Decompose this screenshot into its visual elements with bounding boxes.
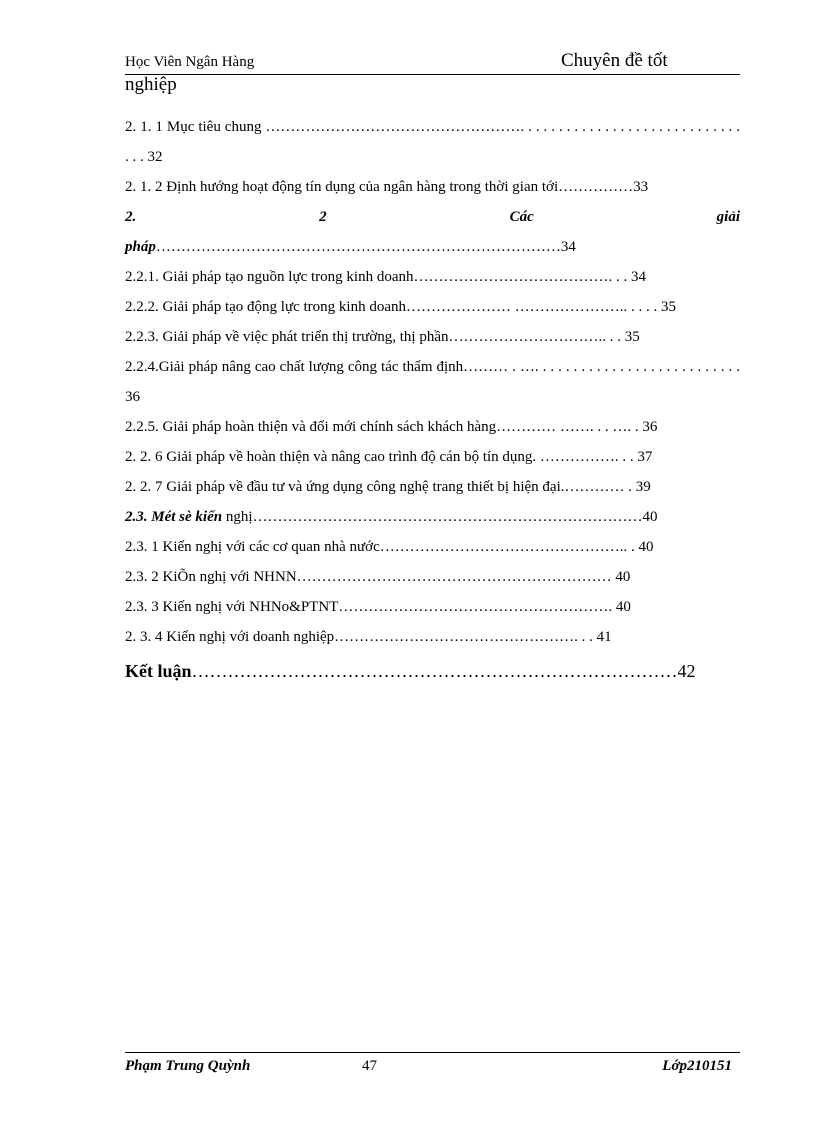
toc-entry-2-2-7: 2. 2. 7 Giải pháp về đầu tư và ứng dụng công nghệ trang thiết bị hiện đại.………… . 39	[125, 479, 651, 495]
toc-entry-2-3-4: 2. 3. 4 Kiến nghị với doanh nghiệp…………………………………………. . . 41	[125, 629, 612, 645]
toc-entry-2-1-2: 2. 1. 2 Định hướng hoạt động tín dụng của ngân hàng trong thời gian tới……………33	[125, 179, 649, 195]
footer-author: Phạm Trung Quỳnh	[125, 1058, 251, 1074]
header-institution: Học Viên Ngân Hàng	[125, 54, 255, 70]
toc-entry-2-1-1: 2. 1. 1 Mục tiêu chung ……………………………………………. . . . . . . . . . . . . . . . . . . . . . . . . . . . . . . . 32	[125, 119, 740, 165]
toc-entry-2-2	[125, 202, 740, 232]
toc-entry-2-2-3: 2.2.3. Giải pháp về việc phát triển thị trường, thị phần………………………….. . . 35	[125, 329, 640, 345]
footer-page-number: 47	[362, 1058, 377, 1074]
header-doc-type-continuation: nghiệp	[125, 74, 177, 95]
toc-entry-2-2-heading: 2. 2 Các giải	[125, 209, 740, 225]
toc-entry-conclusion-leader: ………………………………………………………………………42	[191, 661, 696, 681]
toc-entry-conclusion	[125, 656, 740, 686]
table-of-contents	[125, 112, 740, 686]
toc-entry-2-3-2: 2.3. 2 KiÕn nghị với NHNN……………………………………………………… 40	[125, 569, 631, 585]
toc-entry-2-2-continuation	[125, 232, 740, 262]
toc-entry-2-3-3: 2.3. 3 Kiến nghị với NHNo&PTNT………………………………………………. 40	[125, 599, 631, 615]
toc-entry-2-2-6: 2. 2. 6 Giải pháp về hoàn thiện và nâng cao trình độ cán bộ tín dụng. ……………. . . 37	[125, 449, 653, 465]
header-doc-type: Chuyên đề tốt	[561, 50, 668, 71]
toc-entry-2-2-5: 2.2.5. Giải pháp hoàn thiện và đổi mới chính sách khách hàng………… ……. . . …. . 36	[125, 419, 658, 435]
toc-entry-2-3-heading: 2.3. Mét sè kiến	[125, 509, 223, 525]
toc-entry-2-3-1: 2.3. 1 Kiến nghị với các cơ quan nhà nước………………………………………….. . 40	[125, 539, 654, 555]
toc-entry-2-2-1: 2.2.1. Giải pháp tạo nguồn lực trong kinh doanh…………………………………. . . 34	[125, 269, 647, 285]
toc-entry-2-3-leader: nghị……………………………………………………………………40	[222, 509, 658, 525]
toc-entry-conclusion-heading: Kết luận	[125, 661, 192, 681]
footer-divider	[125, 1052, 740, 1053]
footer-class: Lớp210151	[662, 1058, 732, 1074]
toc-entry-2-3	[125, 502, 740, 532]
toc-entry-2-2-4: 2.2.4.Giải pháp nâng cao chất lượng công tác thẩm định……… . …. . . . . . . . . . . . . . . . . . . . . . . . . . . 36	[125, 359, 740, 405]
toc-entry-2-2-leader: ………………………………………………………………………34	[155, 239, 576, 255]
header-divider	[125, 74, 740, 75]
toc-entry-2-2-2: 2.2.2. Giải pháp tạo động lực trong kinh doanh………………… ………………….. . . . . 35	[125, 299, 677, 315]
toc-entry-2-2-heading-end: pháp	[125, 239, 156, 255]
